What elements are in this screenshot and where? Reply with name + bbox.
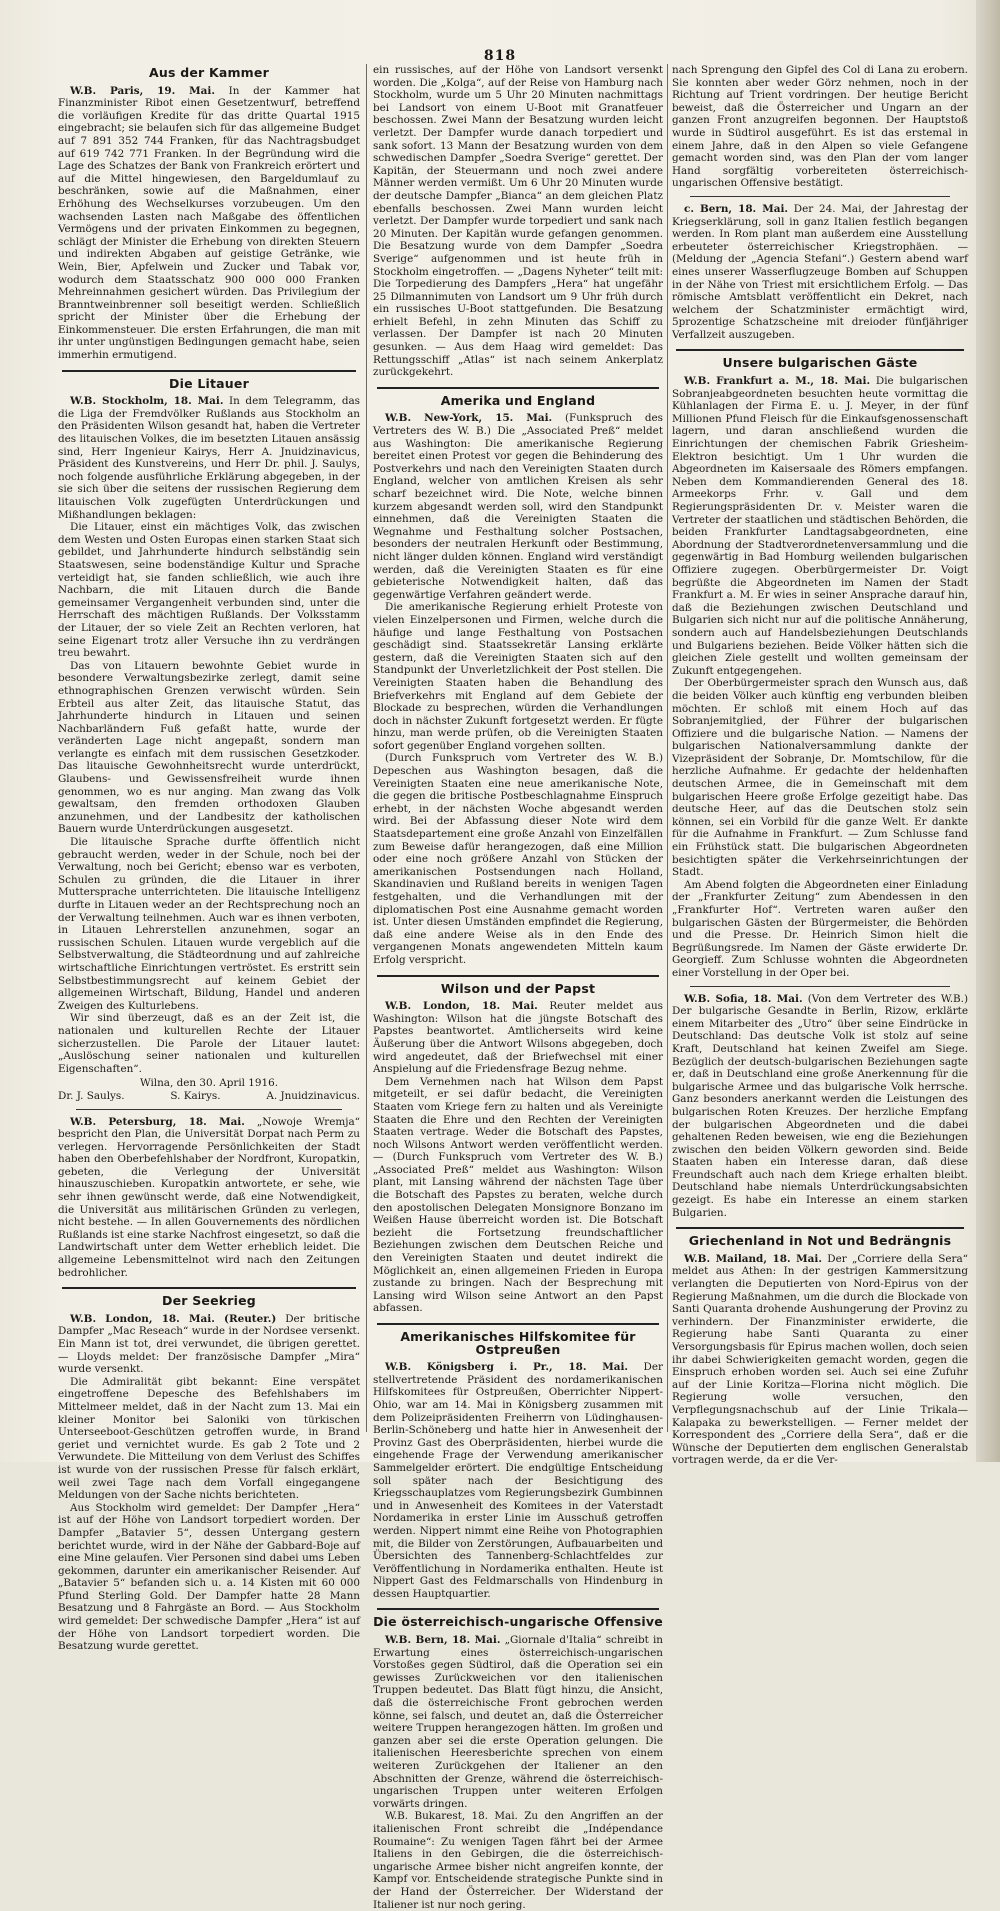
article-paragraph bbox=[58, 1012, 360, 1075]
column-rule bbox=[366, 64, 367, 1432]
article-paragraph bbox=[58, 1116, 360, 1280]
paragraph-text: Die Litauer, einst ein mächtiges Volk, das zwischen dem Westen und Osten Europas einen starken Staat sich gebildet, und Jahrhunderte hindurch selbständig sein Staatswesen, seine bodenständige Kultur und Sprache verteidigt hat, sie fanden schließlich, wie auch ihre Nachbarn, die mit Litauen durch die Bande gemeinsamer Vergangenheit verbunden sind, unter die Herrschaft des mächtigen Rußlands. Der Volksstamm der Litauer, der so viele Zeit an Rechten verloren, hat seine Eigenart trotz aller Versuche ihn zu verdrängen treu bewahrt. bbox=[58, 521, 360, 660]
article-dateline: W.B. London, 18. Mai. (Reuter.) bbox=[70, 1312, 277, 1325]
article bbox=[58, 1109, 360, 1280]
article-divider bbox=[76, 1109, 342, 1110]
article-paragraph bbox=[373, 64, 663, 379]
article-paragraph bbox=[373, 1634, 663, 1810]
article-divider bbox=[377, 975, 659, 977]
paragraph-text: Aus Stockholm wird gemeldet: Der Dampfer „Hera“ ist auf der Höhe von Landsort torpediert worden. Der Dampfer „Batavier 5“, dessen Untergang gestern berichtet wurde, wird in der Nähe der Gabbard-Boje auf eine Mine gelaufen. Vier Personen sind dabei ums Leben gekommen, darunter ein amerikanischer Reisender. Auf „Batavier 5“ befanden sich u. a. 14 Kisten mit 60 000 Pfund Sterling Gold. Der Dampfer hatte 28 Mann Besatzung und 8 Fahrgäste an Bord. — Aus Stockholm wird gemeldet: Der schwedische Dampfer „Hera“ ist auf der Höhe von Landsort torpediert worden. Die Besatzung wurde gerettet. bbox=[58, 1501, 360, 1653]
article-divider bbox=[377, 1323, 659, 1325]
article-headline: Griechenland in Not und Bedrängnis bbox=[688, 1233, 952, 1249]
binding-edge bbox=[976, 0, 1000, 1462]
paragraph-text: Das von Litauern bewohnte Gebiet wurde in besondere Verwaltungsbezirke zerlegt, damit seine ethnographischen Grenzen verwischt würden. Sein Erbteil aus alter Zeit, das litauische Statut, das Jahrhunderte hindurch in Litauen und seinen Nachbarländern Fuß gefaßt hatte, wurde der veränderten Lage nicht angepaßt, sondern man verlangte es einfach mit dem russischen Gesetzkoder. Das litauische Gewohnheitsrecht wurde unterdrückt, Glaubens- und Gewissensfreiheit wurde ihnen genommen, wo es nur anging. Man zwang das Volk gewaltsam, den fremden orthodoxen Glauben anzunehmen, und der Landbesitz der katholischen Bauern wurde Unterdrückungen ausgesetzt. bbox=[58, 659, 360, 836]
article-divider bbox=[676, 1227, 964, 1229]
signature-date: Wilna, den 30. April 1916. bbox=[139, 1077, 279, 1090]
article-headline: Wilson und der Papst bbox=[440, 980, 596, 996]
article-dateline: W.B. Bern, 18. Mai. bbox=[385, 1634, 501, 1647]
article-paragraph bbox=[672, 203, 968, 342]
article bbox=[58, 370, 360, 1103]
article-paragraph bbox=[373, 1810, 663, 1911]
paragraph-text: (Durch Funkspruch vom Vertreter des W. B.) Depeschen aus Washington besagen, daß die Vereinigten Staaten eine neue amerikanische Note, die gegen die britische Postbeschlagnahme Einspruch erhebt, in der nächsten Woche abgesandt werden wird. Bei der Abfassung dieser Note wird dem Staatsdepartement eine große Anzahl von Einzelfällen zum Beweise dafür herangezogen, daß eine Million oder eine noch größere Anzahl von Stücken der amerikanischen Postsendungen nach Holland, Skandinavien und Rußland bereits in wenigen Tagen festgehalten, und die Verhandlungen mit der diplomatischen Post eine Ausnahme gemacht worden ist. Unter diesen Umständen empfindet die Regierung, daß eine andere Weise als in den Ende des vergangenen Monats angewendeten Mitteln kaum Erfolg verspricht. bbox=[373, 752, 663, 966]
article bbox=[672, 1227, 968, 1467]
article-dateline: c. Bern, 18. Mai. bbox=[684, 202, 789, 215]
article-divider bbox=[690, 986, 950, 987]
article-dateline: W.B. Paris, 19. Mai. bbox=[70, 84, 215, 97]
article-divider bbox=[377, 1608, 659, 1610]
article-paragraph bbox=[373, 601, 663, 752]
article bbox=[58, 1287, 360, 1653]
article bbox=[672, 986, 968, 1220]
article-paragraph bbox=[672, 375, 968, 677]
page-number: 818 bbox=[483, 48, 517, 64]
article-paragraph bbox=[672, 993, 968, 1220]
paragraph-text: Dem Vernehmen nach hat Wilson dem Papst mitgeteilt, er sei dafür bedacht, die Vereinigten Staaten vom Kriege fern zu halten und als Vereinigte Staaten die Ehre und den Rechten der Vereinigten Staaten vertrage. Weder die Botschaft des Papstes, noch Wilsons Antwort werden veröffentlicht werden. — (Durch Funkspruch vom Vertreter des W. B.) „Associated Preß“ meldet aus Washington: Wilson plant, mit Lansing während der nächsten Tage über die Botschaft des Papstes zu beraten, welche durch den apostolischen Delegaten Monsignore Bonzano im Weißen Hause überreicht worden ist. Die Botschaft bezieht die Fortsetzung freundschaftlicher Beziehungen zwischen dem Deutschen Reiche und den Vereinigten Staaten und deutet indirekt die Möglichkeit an, einen allgemeinen Frieden in Europa zustande zu bringen. Nach der Besprechung mit Lansing wird Wilson seine Antwort an den Papst abfassen. bbox=[373, 1075, 663, 1315]
article-paragraph bbox=[58, 521, 360, 660]
article-paragraph bbox=[58, 1313, 360, 1376]
article-headline: Der Seekrieg bbox=[162, 1293, 256, 1309]
article-divider bbox=[690, 196, 950, 197]
signatory-name: A. Jnuidzinavicus. bbox=[266, 1089, 360, 1102]
article-paragraph bbox=[373, 1000, 663, 1076]
article-paragraph bbox=[58, 85, 360, 362]
paragraph-text: „Nowoje Wremja“ bespricht den Plan, die Universität Dorpat nach Perm zu verlegen. Hervorragende Persönlichkeiten der Stadt haben den Oberbefehlshaber der Nordfront, Kuropatkin, gebeten, die Verlegung der Universität hinauszuschieben. Kuropatkin antwortete, er sehe, wie sehr ihnen gewünscht werde, daß eine Notwendigkeit, die Universität aus militärischen Gründen zu verlegen, nicht bestehe. — In allen Gouvernements des nördlichen Rußlands ist eine starke Nachfrost eingesetzt, so daß die Landwirtschaft unter dem Wetter erheblich leidet. Die allgemeine Lebensmittelnot wird nach den Zeitungen bedrohlicher. bbox=[58, 1115, 360, 1279]
article-paragraph bbox=[672, 1253, 968, 1467]
paragraph-text: In der Kammer hat Finanzminister Ribot einen Gesetzentwurf, betreffend die vorläufigen Kredite für das dritte Quartal 1915 eingebracht; sie belaufen sich für das allgemeine Budget auf 7 891 352 744 Franken, für das Nachtragsbudget auf 619 742 771 Franken. In der Begründung wird die Lage des Schatzes der Bank von Frankreich erörtert und auf die Mittel hingewiesen, den Bargeldumlauf zu beschränken, sowie auf die Maßnahmen, einer Erhöhung des Wechselkurses vorzubeugen. Um den wachsenden Lasten nach Maßgabe des öffentlichen Vermögens und der privaten Einkommen zu begegnen, schlägt der Minister die Erhebung von direkten Steuern und indirekten Abgaben auf geistige Getränke, wie Wein, Bier, Apfelwein und Zucker und Tabak vor, wodurch dem Staatsschatz 900 000 000 Franken Mehreinnahmen gesichert würden. Das Privilegium der Branntweinbrenner soll beseitigt werden. Schließlich spricht der Minister über die Erhebung der Einkommensteuer. Die ersten Erfahrungen, die man mit ihr unter ungünstigen Bedingungen gemacht habe, seien immerhin ermutigend. bbox=[58, 84, 360, 362]
article-dateline: W.B. Stockholm, 18. Mai. bbox=[70, 395, 224, 408]
article-paragraph bbox=[373, 1076, 663, 1315]
article-headline: Amerikanisches Hilfskomitee für Ostpreußen bbox=[400, 1329, 636, 1357]
article bbox=[672, 64, 968, 190]
paragraph-text: ein russisches, auf der Höhe von Landsort versenkt worden. Die „Kolga“, auf der Reise von Hamburg nach Stockholm, wurde um 5 Uhr 20 Minuten nachmittags bei Landsort von einem U-Boot mit Granatfeuer beschossen. Zwei Mann der Besatzung wurden leicht verletzt. Der Dampfer wurde danach torpediert und sank sofort. 13 Mann der Besatzung wurden von dem schwedischen Dampfer „Soedra Sverige“ gerettet. Der Kapitän, der Steuermann und noch zwei andere Männer werden vermißt. Um 6 Uhr 20 Minuten wurde der deutsche Dampfer „Bianca“ an dem gleichen Platz ebenfalls beschossen. Zwei Mann wurden leicht verletzt. Der Dampfer wurde torpediert und sank nach 20 Minuten. Der Kapitän wurde gefangen genommen. Die Besatzung wurde von dem Dampfer „Soedra Sverige“ aufgenommen und ist heute früh in Stockholm eingetroffen. — „Dagens Nyheter“ teilt mit: Die Torpedierung des Dampfers „Hera“ hat ungefähr 25 Dilmannimuten von Landsort um 9 Uhr früh durch ein russisches U-Boot stattgefunden. Die Besatzung erhielt Befehl, in zehn Minuten das Schiff zu verlassen. Der Dampfer ist nach 20 Minuten gesunken. — Aus dem Haag wird gemeldet: Das Rettungsschiff „Atlas“ ist nach seinem Ankerplatz zurückgekehrt. bbox=[373, 64, 663, 379]
paragraph-text: (Von dem Vertreter des W.B.) Der bulgarische Gesandte in Berlin, Rizow, erklärte einem Mitarbeiter des „Utro“ über seine Eindrücke in Deutschland: Das deutsche Volk ist stolz auf seine Kraft, Deutschland hat keinen Zweifel am Siege. Bezüglich der deutsch-bulgarischen Beziehungen sagte er, daß in Deutschland eine große Anerkennung für die bulgarische Armee und das bulgarische Volk herrsche. Ganz besonders anerkannt werden die Leistungen des bulgarischen Roten Kreuzes. Der herzliche Empfang der bulgarischen Abgeordneten und die dabei gehaltenen Reden beweisen, wie eng die Beziehungen zwischen den beiden Völkern geworden sind. Beide Staaten haben ein Interesse daran, daß diese Freundschaft auch nach dem Kriege erhalten bleibt. Deutschland habe niemals Unterdrückungsabsichten gezeigt. Es habe ein Interesse an einem starken Bulgarien. bbox=[672, 992, 968, 1219]
article-headline: Amerika und England bbox=[440, 392, 596, 408]
article bbox=[58, 67, 360, 362]
paragraph-text: Der britische Dampfer „Mac Reseach“ wurde in der Nordsee versenkt. Ein Mann ist tot, drei verwundet, die übrigen gerettet. — Lloyds meldet: Der französische Dampfer „Mira“ wurde versenkt. bbox=[58, 1312, 360, 1376]
article bbox=[373, 387, 663, 967]
paragraph-text: Der stellvertretende Präsident des nordamerikanischen Hilfskomitees für Ostpreußen, Oberrichter Nippert-Ohio, war am 14. Mai in Königsberg zusammen mit dem Polizeipräsidenten Freiherrn von Lüdinghausen-Berlin-Schöneberg und hatte hier in Anwesenheit der Provinz Gast des Oberpräsidenten, hierbei wurde die eingehende Frage der Verwendung amerikanischer Sammelgelder erörtert. Die endgültige Entscheidung soll später nach der Besichtigung des Kriegsschauplatzes vom Regierungsbezirk Gumbinnen und in Anwesenheit des Komitees in der Vaterstadt Nordamerika in erster Linie im Ausschuß getroffen werden. Nippert nimmt eine Reihe von Photographien mit, die Bilder von Zerstörungen, Aufbauarbeiten und Übersichten des Tannenberg-Schlachtfeldes zur Veröffentlichung in Nordamerika enthalten. Heute ist Nippert Gast des Feldmarschalls von Hindenburg in dessen Hauptquartier. bbox=[373, 1361, 663, 1600]
article-dateline: W.B. London, 18. Mai. bbox=[385, 1000, 538, 1013]
article-divider bbox=[62, 370, 356, 372]
article-headline: Die österreichisch-ungarische Offensive bbox=[373, 1614, 663, 1630]
paragraph-text: W.B. Bukarest, 18. Mai. Zu den Angriffen an der italienischen Front schreibt die „Indépendance Roumaine“: Zu wenigen Tagen fährt bei der Armee Italiens in den Gebirgen, die die österreichisch-ungarische Armee bisher nicht angreifen konnte, der Kampf vor. Entscheidende strategische Punkte sind in der Hand der Österreicher. Der Widerstand der Italiener ist nur noch gering. bbox=[373, 1810, 663, 1911]
article bbox=[373, 975, 663, 1315]
article-dateline: W.B. Petersburg, 18. Mai. bbox=[70, 1115, 245, 1128]
article bbox=[672, 196, 968, 342]
article bbox=[373, 64, 663, 379]
article-paragraph bbox=[672, 879, 968, 980]
article-paragraph bbox=[58, 836, 360, 1012]
article-paragraph bbox=[672, 677, 968, 879]
paragraph-text: Der Oberbürgermeister sprach den Wunsch aus, daß die beiden Völker auch künftig eng verbunden bleiben möchten. Er schloß mit einem Hoch auf das Sobranjemitglied, der Führer der bulgarischen Offiziere und die bulgarische Nation. — Namens der bulgarischen Nationalversammlung dankte der Vizepräsident der Sobranje, Dr. Momtschilow, für die herzliche Aufnahme. Er gedachte der heldenhaften deutschen Armee, die in Gemeinschaft mit dem bulgarischen Heere große Erfolge gezeitigt habe. Das deutsche Heer, auf das die Deutschen stolz sein können, sei ein Vorbild für die ganze Welt. Er dankte für die Aufnahme in Frankfurt. — Zum Schlusse fand ein Frühstück statt. Die bulgarischen Abgeordneten besichtigten später die Verkehrseinrichtungen der Stadt. bbox=[672, 677, 968, 879]
article-divider bbox=[62, 1287, 356, 1289]
paragraph-text: „Giornale d'Italia“ schreibt in Erwartung eines österreichisch-ungarischen Vorstoßes gegen Südtirol, daß die Operation sei ein gewisses Zurückweichen vor den italienischen Truppen bedeutet. Das Blatt fügt hinzu, die Ansicht, daß die österreichische Front gebrochen werden könne, sei falsch, und deutet an, daß die Österreicher weitere Truppen herangezogen hätten. Im großen und ganzen aber sei die erste Operation gelungen. Die italienischen Heeresberichte sprechen von einem weiteren Zurückgehen der Italiener an den Abschnitten der Grenze, während die österreichisch-ungarischen Truppen unter weiteren Erfolgen vorwärts dringen. bbox=[373, 1634, 663, 1810]
column-2 bbox=[373, 64, 663, 1911]
article-paragraph bbox=[58, 1502, 360, 1653]
signature-names bbox=[58, 1090, 360, 1103]
column-1 bbox=[58, 64, 360, 1653]
article-dateline: W.B. Sofia, 18. Mai. bbox=[684, 992, 803, 1005]
article-paragraph bbox=[58, 660, 360, 836]
article-dateline: W.B. Königsberg i. Pr., 18. Mai. bbox=[385, 1361, 629, 1374]
article-headline: Unsere bulgarischen Gäste bbox=[722, 355, 918, 371]
paragraph-text: Die amerikanische Regierung erhielt Proteste von vielen Einzelpersonen und Firmen, welche durch die häufige und lange Festhaltung von Postsachen geschädigt sind. Staatssekretär Lansing erklärte gestern, daß die Vereinigten Staaten sich auf den Standpunkt der Unverletzlichkeit der Post stellen. Die Vereinigten Staaten haben die Behandlung des Briefverkehrs mit England auf dem Gebiete der Blockade zu besprechen, würden die Verhandlungen doch in nächster Zukunft fortgesetzt werden. Er fügte hinzu, man werde prüfen, ob die Vereinigten Staaten sofort gegenüber England vorgehen sollten. bbox=[373, 601, 663, 752]
article-dateline: W.B. Mailand, 18. Mai. bbox=[684, 1252, 822, 1265]
paragraph-text: Der „Corriere della Sera“ meldet aus Athen: In der gestrigen Kammersitzung verlangten die Deputierten von Nord-Epirus von der Regierung Maßnahmen, um die durch die Blockade von Santi Quaranta drohende Aushungerung der Provinz zu verhindern. Der Finanzminister erwiderte, die Regierung habe Santi Quaranta zu einer Versorgungsbasis für Epirus machen wollen, doch seien ihr dabei Schwierigkeiten gemacht worden, gegen die Einspruch erhoben worden sei. Auch sei eine Zufuhr auf der Linie Koritza—Florina nicht möglich. Die Regierung wolle versuchen, den Verpflegungsnachschub auf der Linie Trikala—Kalapaka zu bewerkstelligen. — Ferner meldet der Korrespondent des „Corriere della Sera“, daß er die Wünsche der Deputierten dem englischen Generalstab vortragen werde, da er die Ver- bbox=[672, 1252, 968, 1467]
article bbox=[373, 1608, 663, 1911]
article-headline: Die Litauer bbox=[169, 375, 249, 391]
article-paragraph bbox=[373, 752, 663, 966]
article-paragraph bbox=[58, 1376, 360, 1502]
paragraph-text: Am Abend folgten die Abgeordneten einer Einladung der „Frankfurter Zeitung“ zum Abendessen in den „Frankfurter Hof“. Vertreten waren außer den bulgarischen Gästen der Bürgermeister, die Behörden und die Presse. Dr. Heinrich Simon hielt die Begrüßungsrede. Im Namen der Gäste erwiderte Dr. Georgieff. Zum Schlusse wohnten die Abgeordneten einer Vorstellung in der Oper bei. bbox=[672, 878, 968, 979]
paragraph-text: Wir sind überzeugt, daß es an der Zeit ist, die nationalen und kulturellen Rechte der Litauer sicherzustellen. Die Parole der Litauer lautet: „Auslöschung seiner nationalen und kulturellen Eigenschaften“. bbox=[58, 1012, 360, 1075]
paragraph-text: Reuter meldet aus Washington: Wilson hat die jüngste Botschaft des Papstes beantwortet. Amtlicherseits wird keine Äußerung über die Antwort Wilsons abgegeben, doch wird angedeutet, daß der Briefwechsel mit einer Anspielung auf die Friedensfrage Bezug nehme. bbox=[373, 1000, 663, 1076]
column-3 bbox=[672, 64, 968, 1467]
paragraph-text: Der 24. Mai, der Jahrestag der Kriegserklärung, soll in ganz Italien festlich begangen werden. In Rom plant man außerdem eine Ausstellung erbeuteter österreichischer Kriegstrophäen. — (Meldung der „Agencia Stefani“.) Gestern abend warf eines unserer Wasserflugzeuge Bomben auf Schuppen in der Nähe von Triest mit ersichtlichem Erfolg. — Das römische Amtsblatt veröffentlicht ein Dekret, nach welchem der Schatzminister ermächtigt wird, 5prozentige Schatzscheine mit dreioder fünfjähriger Verfallzeit auszugeben. bbox=[672, 202, 968, 341]
article-paragraph bbox=[373, 412, 663, 601]
column-rule bbox=[667, 64, 668, 1432]
article-paragraph bbox=[58, 395, 360, 521]
article-divider bbox=[676, 349, 964, 351]
article-paragraph bbox=[373, 1361, 663, 1600]
article bbox=[672, 349, 968, 979]
signature-block bbox=[58, 1077, 360, 1102]
paragraph-text: (Funkspruch des Vertreters des W. B.) Die „Associated Preß“ meldet aus Washington: Die amerikanische Regierung bereitet einen Protest vor gegen die Behinderung des Postverkehrs und nach den Vereinigten Staaten durch England, welcher von amtlichen Kreisen als sehr scharf bezeichnet wird. Die Note, welche binnen kurzem abgesandt werden soll, wird den Standpunkt einnehmen, daß die Vereinigten Staaten die Wegnahme und Festhaltung solcher Postsachen, besonders der neutralen Herkunft oder Bestimmung, nicht länger dulden können. England wird verständigt werden, daß die Vereinigten Staaten es für eine gebieterische Notwendigkeit halten, daß das gegenwärtige Verfahren geändert werde. bbox=[373, 412, 663, 601]
article-divider bbox=[377, 387, 659, 389]
paragraph-text: nach Sprengung den Gipfel des Col di Lana zu erobern. Sie konnten aber weder Görz nehmen, noch in der Richtung auf Trient vordringen. Der heutige Bericht beweist, daß die Österreicher und Ungarn an der ganzen Front anzugreifen begonnen. Der Hauptstoß wurde in Südtirol ausgeführt. Es ist das erstemal in einem Jahre, daß in den Alpen so viele Gefangene gemacht worden sind, was den Plan der vom langer Hand sorgfältig vorbereiteten österreichisch-ungarischen Offensive bestätigt. bbox=[672, 64, 968, 190]
paragraph-text: Die Admiralität gibt bekannt: Eine verspätet eingetroffene Depesche des Befehlshabers im Mittelmeer meldet, daß in der Nacht zum 13. Mai ein kleiner Monitor bei Saloniki von türkischen Unterseeboot-Geschützen getroffen wurde, in Brand geriet und vernichtet wurde. Es gab 2 Tote und 2 Verwundete. Die Mitteilung von dem Verlust des Schiffes ist wurde von der russischen Presse für falsch erklärt, weil zwei Tage nach dem Vorfall eingegangene Meldungen von der Sache nichts berichteten. bbox=[58, 1375, 360, 1502]
paragraph-text: Die bulgarischen Sobranjeabgeordneten besuchten heute vormittag die Kühlanlagen der Firma E. u. J. Meyer, in der fünf Millionen Pfund Fleisch für die Einkaufsgenossenschaft lagern, und daran anschließend wurden die Einrichtungen der chemischen Fabrik Griesheim-Elektron besichtigt. Um 1 Uhr wurden die Abgeordneten im Kaisersaale des Römers empfangen. Neben dem Kommandierenden General des 18. Armeekorps Frhr. v. Gall und dem Regierungspräsidenten Dr. v. Meister waren die Vertreter der staatlichen und städtischen Behörden, die beiden Frankfurter Landtagsabgeordneten, eine Abordnung der Stadtverordnetenversammlung und die gegenwärtig in Bad Homburg weilenden bulgarischen Offiziere zugegen. Oberbürgermeister Dr. Voigt begrüßte die Abgeordneten im Namen der Stadt Frankfurt a. M. Er wies in seiner Ansprache darauf hin, daß die Beziehungen zwischen Deutschland und Bulgarien sich nicht nur auf die politische Annäherung, sondern auch auf Handelsbeziehungen Deutschlands und Bulgariens beziehen. Beide Völker hätten sich die gleichen Ziele gestellt und wollten gemeinsam der Zukunft entgegengehen. bbox=[672, 375, 968, 677]
paragraph-text: Die litauische Sprache durfte öffentlich nicht gebraucht werden, weder in der Schule, noch bei der Verwaltung, noch bei Gericht; ebenso war es verboten, Schulen zu gründen, die die Litauer in ihrer Muttersprache unterrichteten. Die litauische Intelligenz durfte in Litauen weder an der Rechtsprechung noch an der Verwaltung teilnehmen. Auch war es ihnen verboten, in Litauen Lehrerstellen anzunehmen, sogar an russischen Schulen. Litauen wurde vergeblich auf die Selbstverwaltung, die Städteordnung und auf zahlreiche wirtschaftliche Einrichtungen vertröstet. Es erstritt sein Selbstbestimmungsrecht auf keinem Gebiet der allgemeinen Wirtschaft, Bildung, Handel und anderen Zweigen des Kulturlebens. bbox=[58, 836, 360, 1012]
article-dateline: W.B. New-York, 15. Mai. bbox=[385, 412, 553, 425]
article-paragraph bbox=[672, 64, 968, 190]
article bbox=[373, 1323, 663, 1600]
paragraph-text: In dem Telegramm, das die Liga der Fremdvölker Rußlands aus Stockholm an den Präsidenten Wilson gesandt hat, haben die Vertreter des litauischen Volkes, die im besetzten Litauen ansässig sind, Herr Ingenieur Kairys, Herr A. Jnuidzinavicus, Präsident des Kunstvereins, und Herr Dr. phil. J. Saulys, noch folgende ausführliche Erklärung abgegeben, in der sie sich über die seitens der russischen Regierung dem litauischen Volk zugefügten Unterdrückungen und Mißhandlungen beklagen: bbox=[58, 395, 360, 521]
signatory-name: S. Kairys. bbox=[170, 1089, 221, 1102]
article-dateline: W.B. Frankfurt a. M., 18. Mai. bbox=[684, 375, 871, 388]
signatory-name: Dr. J. Saulys. bbox=[58, 1089, 125, 1102]
article-headline: Aus der Kammer bbox=[149, 65, 269, 80]
